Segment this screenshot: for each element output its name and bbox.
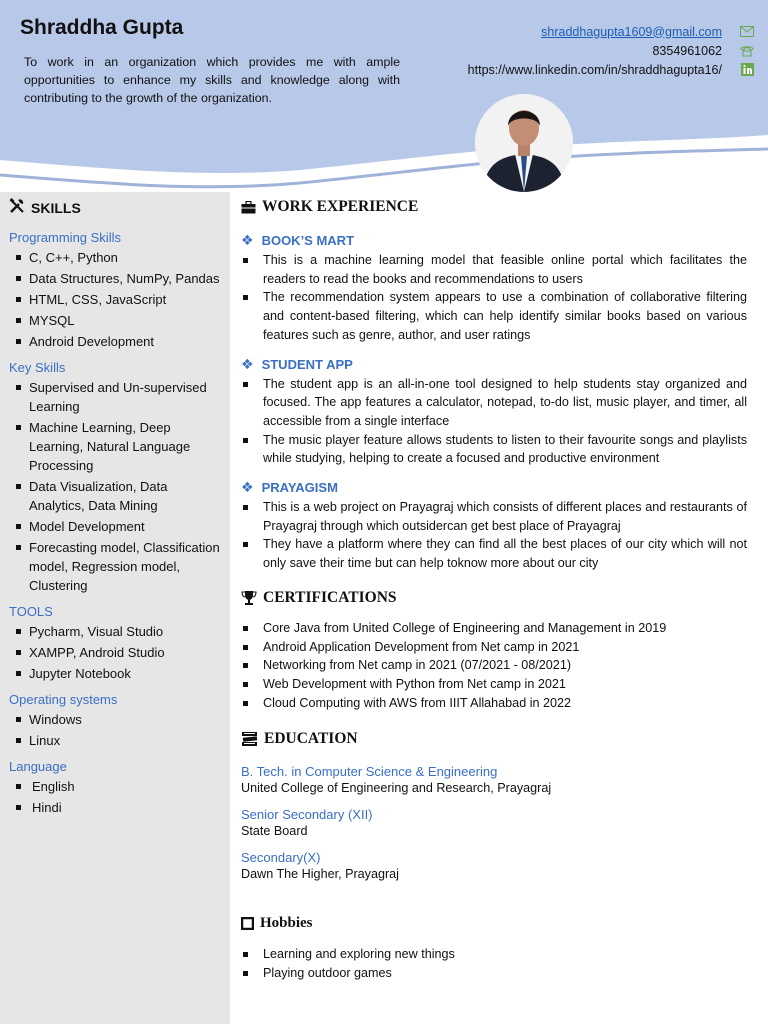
key-skills-heading: Key Skills xyxy=(9,360,66,375)
skill-item: Forecasting model, Classification model, Regression model, Clustering xyxy=(9,538,224,595)
contact-phone-row xyxy=(414,41,754,60)
skill-item: Android Development xyxy=(9,332,224,351)
diamond-bullet-icon: ❖ xyxy=(241,479,254,496)
hobbies-title: Hobbies xyxy=(260,915,313,931)
language-list xyxy=(9,777,224,817)
tools-heading: TOOLS xyxy=(9,604,53,619)
project-entry xyxy=(241,232,747,345)
project-bullets xyxy=(241,498,747,573)
programming-skills-heading: Programming Skills xyxy=(9,230,121,245)
certifications-title: CERTIFICATIONS xyxy=(263,589,397,606)
hobby-item: Playing outdoor games xyxy=(241,964,747,983)
programming-skills-list xyxy=(9,248,224,351)
education-entry xyxy=(241,807,747,838)
skills-groups xyxy=(9,230,224,826)
skill-item: Model Development xyxy=(9,517,224,536)
project-bullet: The student app is an all-in-one tool designed to help students stay organized and focused. The app features a calculator, notepad, to-do list, music player, and timer, all accessible from a single interface xyxy=(241,375,747,431)
project-entry xyxy=(241,356,747,469)
skill-item: MYSQL xyxy=(9,311,224,330)
linkedin-icon xyxy=(740,63,754,77)
email-link[interactable]: shraddhagupta1609@gmail.com xyxy=(541,24,722,39)
project-bullet: This is a machine learning model that feasible online portal which facilitates the readers to read the books and recommendations to users xyxy=(241,251,747,288)
skill-item: Hindi xyxy=(9,798,224,817)
skills-section-title xyxy=(9,198,81,217)
language-group xyxy=(9,759,224,817)
tools-icon xyxy=(9,198,25,217)
tools-group xyxy=(9,604,224,683)
project-bullets xyxy=(241,375,747,469)
briefcase-icon xyxy=(241,201,256,214)
education-entry xyxy=(241,764,747,795)
project-bullet: This is a web project on Prayagraj which consists of different places and restaurants of Prayagraj through which outsidercan get best place of Prayagraj xyxy=(241,498,747,535)
hobby-item: Learning and exploring new things xyxy=(241,945,747,964)
education-title: EDUCATION xyxy=(264,730,358,747)
books-icon xyxy=(241,731,258,747)
education-heading xyxy=(241,730,358,748)
diamond-bullet-icon: ❖ xyxy=(241,355,254,372)
contact-block xyxy=(414,22,754,79)
candidate-name: Shraddha Gupta xyxy=(20,16,184,39)
hobbies-heading xyxy=(241,915,313,932)
diamond-bullet-icon: ❖ xyxy=(241,232,254,248)
education-institution: United College of Engineering and Research, Prayagraj xyxy=(241,781,552,795)
skill-item: Machine Learning, Deep Learning, Natural Language Processing xyxy=(9,418,224,475)
certification-item: Cloud Computing with AWS from IIIT Allahabad in 2022 xyxy=(241,694,747,713)
skill-item: Jupyter Notebook xyxy=(9,664,224,683)
skill-item: Data Structures, NumPy, Pandas xyxy=(9,269,224,288)
tools-list xyxy=(9,622,224,683)
certification-item: Web Development with Python from Net camp in 2021 xyxy=(241,675,747,694)
project-bullet: They have a platform where they can find all the best places of our city which will not only save their time but can help toknow more about our city xyxy=(241,535,747,572)
resume-header xyxy=(0,0,768,192)
phone-icon xyxy=(740,44,754,58)
contact-email-row xyxy=(414,22,754,41)
education-degree: B. Tech. in Computer Science & Engineering xyxy=(241,764,498,779)
project-bullets xyxy=(241,251,747,345)
language-heading: Language xyxy=(9,759,67,774)
education-entry xyxy=(241,850,747,881)
certification-item: Android Application Development from Net camp in 2021 xyxy=(241,638,747,657)
operating-systems-list xyxy=(9,710,224,750)
project-bullet: The recommendation system appears to use a combination of collaborative filtering and content-based filtering, which can help identify similar books based on various features such as genre, author, and user ratings xyxy=(241,288,747,344)
education-institution: State Board xyxy=(241,824,308,838)
project-heading xyxy=(241,479,747,496)
skill-item: English xyxy=(9,777,224,796)
trophy-icon xyxy=(241,590,257,606)
hobbies-list xyxy=(241,945,747,982)
skills-title-text: SKILLS xyxy=(31,199,81,216)
skill-item: Supervised and Un-supervised Learning xyxy=(9,378,224,416)
mail-icon xyxy=(740,25,754,39)
education-degree: Secondary(X) xyxy=(241,850,321,865)
contact-linkedin-row xyxy=(414,60,754,79)
work-experience-title: WORK EXPERIENCE xyxy=(262,198,419,215)
certification-item: Core Java from United College of Engineering and Management in 2019 xyxy=(241,619,747,638)
linkedin-url[interactable]: https://www.linkedin.com/in/shraddhagupta16/ xyxy=(467,62,722,77)
skill-item: XAMPP, Android Studio xyxy=(9,643,224,662)
profile-photo xyxy=(475,94,573,192)
certifications-list xyxy=(241,619,747,713)
project-entry xyxy=(241,479,747,573)
education-degree: Senior Secondary (XII) xyxy=(241,807,373,822)
certifications-heading xyxy=(241,589,397,607)
skill-item: Pycharm, Visual Studio xyxy=(9,622,224,641)
work-experience-heading xyxy=(241,198,418,216)
certification-item: Networking from Net camp in 2021 (07/2021 - 08/2021) xyxy=(241,656,747,675)
key-skills-group xyxy=(9,360,224,595)
phone-number: 8354961062 xyxy=(652,43,722,58)
education-list xyxy=(241,764,747,881)
projects-list xyxy=(241,232,747,573)
skill-item: Linux xyxy=(9,731,224,750)
project-name: STUDENT APP xyxy=(261,356,353,372)
skill-item: Data Visualization, Data Analytics, Data Mining xyxy=(9,477,224,515)
project-bullet: The music player feature allows students to listen to their favourite songs and playlists while studying, helping to create a focused and productive environment xyxy=(241,431,747,468)
project-heading xyxy=(241,356,747,373)
operating-systems-heading: Operating systems xyxy=(9,692,118,707)
skill-item: C, C++, Python xyxy=(9,248,224,267)
education-institution: Dawn The Higher, Prayagraj xyxy=(241,867,399,881)
programming-skills-group xyxy=(9,230,224,351)
key-skills-list xyxy=(9,378,224,595)
skills-sidebar xyxy=(0,192,230,1024)
skill-item: Windows xyxy=(9,710,224,729)
project-heading xyxy=(241,232,747,249)
skill-item: HTML, CSS, JavaScript xyxy=(9,290,224,309)
project-name: BOOK’S MART xyxy=(261,233,355,248)
operating-systems-group xyxy=(9,692,224,750)
square-icon xyxy=(241,917,254,930)
career-objective: To work in an organization which provides me with ample opportunities to enhance my skills and knowledge along with contributing to the growth of the organization. xyxy=(24,55,400,105)
project-name: PRAYAGISM xyxy=(261,480,338,496)
